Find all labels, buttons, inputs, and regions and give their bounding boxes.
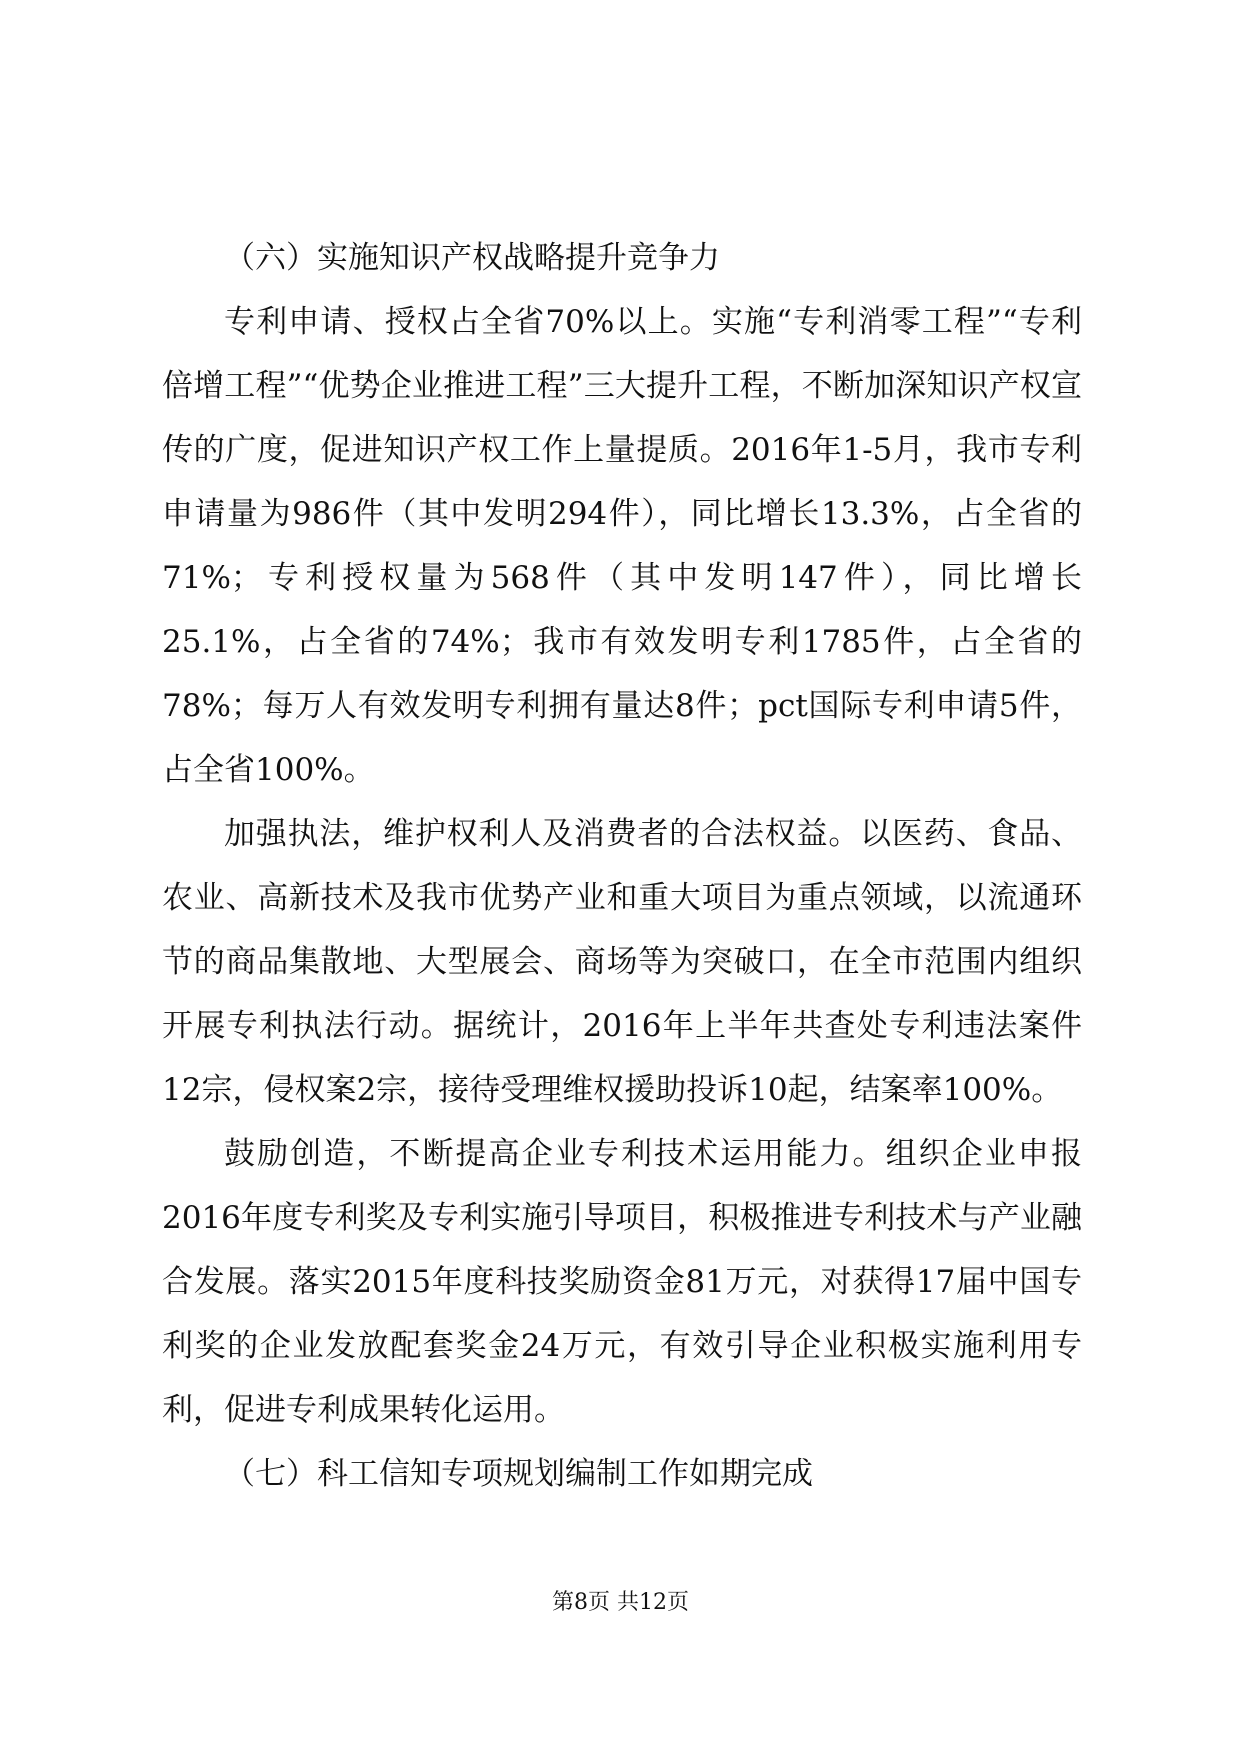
section-heading-7: （七）科工信知专项规划编制工作如期完成 xyxy=(224,1456,813,1492)
paragraph-enforcement: 加强执法，维护权利人及消费者的合法权益。以医药、食品、农业、高新技术及我市优势产业和重大项目为重点领域，以流通环节的商品集散地、大型展会、商场等为突破口，在全市范围内组织开展专利执法行动。据统计，2016年上半年共查处专利违法案件12宗，侵权案2宗，接待受理维权援助投诉10起，结案率100%。 xyxy=(162,816,1082,1108)
document-body xyxy=(162,226,1082,1506)
paragraph-encouragement: 鼓励创造，不断提高企业专利技术运用能力。组织企业申报2016年度专利奖及专利实施引导项目，积极推进专利技术与产业融合发展。落实2015年度科技奖励资金81万元，对获得17届中国专利奖的企业发放配套奖金24万元，有效引导企业积极实施利用专利，促进专利成果转化运用。 xyxy=(162,1136,1082,1428)
section-heading-6: （六）实施知识产权战略提升竞争力 xyxy=(224,240,720,276)
page-number-footer: 第8页 共12页 xyxy=(552,1590,689,1615)
paragraph-patent-stats: 专利申请、授权占全省70%以上。实施“专利消零工程”“专利倍增工程”“优势企业推进工程”三大提升工程，不断加深知识产权宣传的广度，促进知识产权工作上量提质。2016年1-5月，我市专利申请量为986件（其中发明294件），同比增长13.3%，占全省的71%；专利授权量为568件（其中发明147件），同比增长25.1%，占全省的74%；我市有效发明专利1785件，占全省的78%；每万人有效发明专利拥有量达8件；pct国际专利申请5件，占全省100%。 xyxy=(162,304,1082,788)
